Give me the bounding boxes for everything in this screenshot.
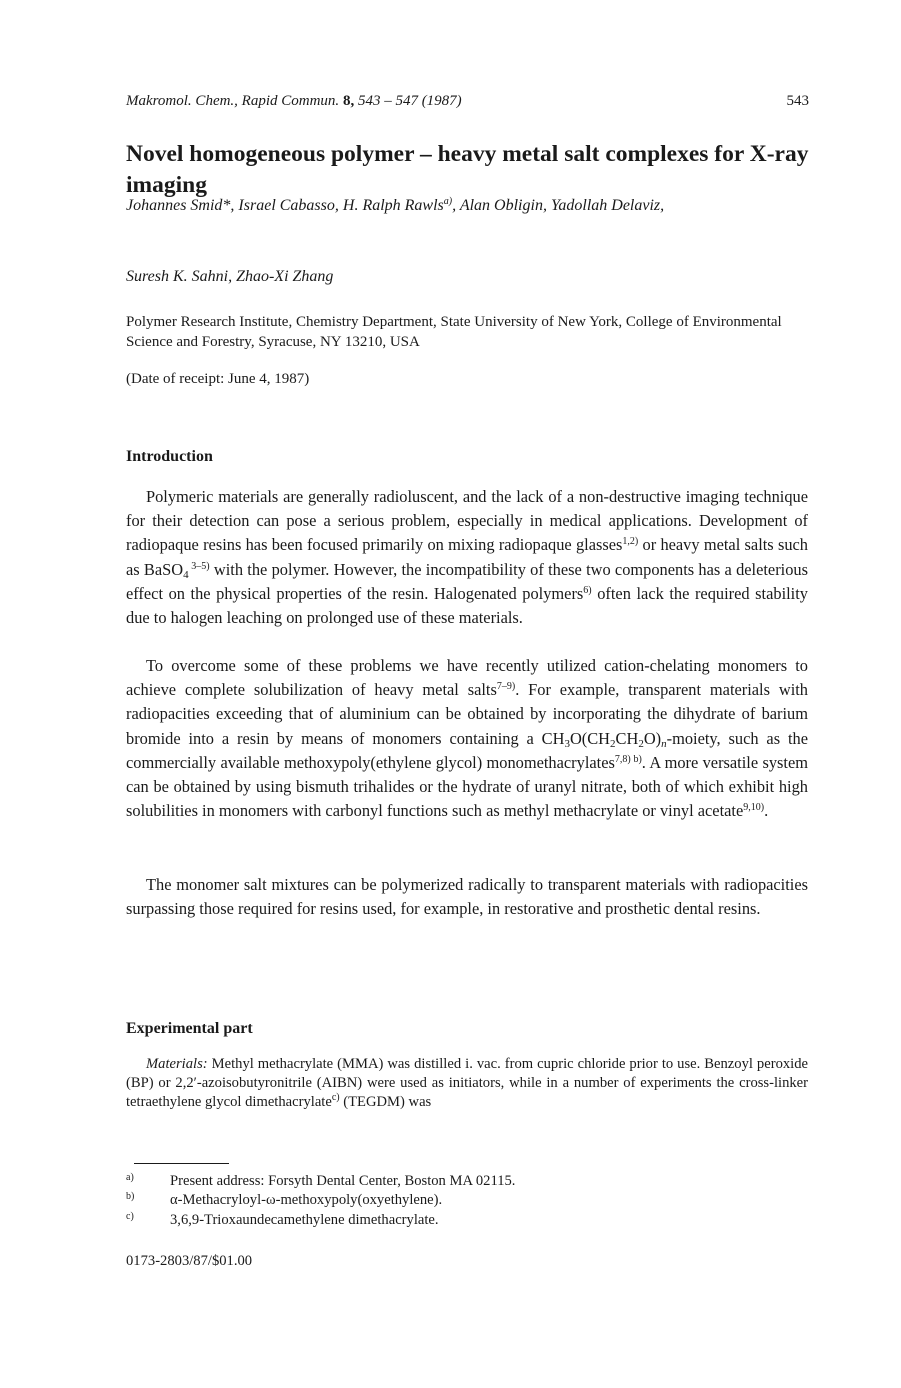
citation: 9,10): [743, 802, 765, 814]
authors-line-2: Suresh K. Sahni, Zhao-Xi Zhang: [126, 268, 334, 285]
issn-code: 0173-2803/87/$01.00: [126, 1253, 253, 1269]
text: .: [764, 801, 769, 821]
citation: 6): [583, 584, 592, 596]
running-head: [126, 93, 809, 110]
text: CH: [615, 728, 639, 748]
intro-paragraph-1: [126, 485, 808, 630]
intro-paragraph-2: [126, 654, 808, 823]
subscript: n: [661, 737, 667, 750]
authors-text: Johannes Smid*, Israel Cabasso, H. Ralph Rawls: [126, 197, 444, 214]
text: often lack the required stability due to halogen leaching on prolonged use of these materials.: [126, 583, 808, 628]
run-in-heading: Materials:: [146, 1056, 208, 1072]
footnote: [126, 1211, 439, 1229]
footnote-mark: c): [126, 1211, 134, 1222]
text: (TEGDM) was: [339, 1094, 432, 1110]
text: Methyl methacrylate (MMA) was distilled i. vac. from cupric chloride prior to use. Benzoyl peroxide (BP) or 2,2′-azoisobutyronitrile (AIBN) were used as initiators, while in a number of experiments the cross-linker tetraethylene glycol dimethacrylate: [126, 1056, 808, 1110]
text: O): [643, 728, 662, 748]
journal-volume: 8,: [342, 93, 355, 109]
citation: 3–5): [188, 560, 210, 572]
text: . For example, transparent materials with radiopacities exceeding that of aluminium can be obtained by incorporating the dihydrate of barium bromide into a resin by means of monomers containing a CH: [126, 680, 808, 748]
text: Polymeric materials are generally radioluscent, and the lack of a non-destructive imaging technique for their detection can pose a serious problem, especially in medical applications. Development of radiopaque resins has been focused primarily on mixing radiopaque glasses: [126, 487, 808, 555]
journal-pages: 543 – 547 (1987): [357, 93, 462, 109]
intro-paragraph-3: The monomer salt mixtures can be polymerized radically to transparent materials with radiopacities surpassing those required for resins used, for example, in restorative and prosthetic dental resins.: [126, 875, 808, 919]
article-title: Novel homogeneous polymer – heavy metal salt complexes for X-ray imaging: [126, 141, 809, 198]
materials-paragraph: [126, 1055, 808, 1112]
text: O(CH: [569, 728, 611, 748]
footnote-text: α-Methacryloyl-ω-methoxypoly(oxyethylene).: [170, 1192, 443, 1208]
citation: 7,8) b): [614, 753, 642, 765]
subscript: 2: [610, 737, 616, 750]
footnote-mark: a): [126, 1172, 134, 1183]
introduction-heading: Introduction: [126, 448, 213, 465]
footnote: [126, 1191, 442, 1209]
footnote-divider: [134, 1163, 229, 1164]
footnote-mark: b): [126, 1191, 135, 1202]
author-footnote-mark: a): [443, 196, 453, 207]
journal-name: Makromol. Chem., Rapid Commun.: [126, 93, 340, 109]
page-number: 543: [786, 93, 809, 109]
citation: 7–9): [496, 681, 516, 693]
text: with the polymer. However, the incompatibility of these two components has a deleterious effect on the physical properties of the resin. Halogenated polymers: [126, 559, 808, 603]
experimental-heading: Experimental part: [126, 1020, 253, 1037]
subscript: 4: [183, 568, 189, 581]
date-of-receipt: (Date of receipt: June 4, 1987): [126, 371, 310, 387]
authors-text: , Alan Obligin, Yadollah Delaviz,: [452, 197, 665, 214]
citation: 1,2): [622, 536, 639, 548]
subscript: 3: [564, 737, 570, 750]
text: To overcome some of these problems we have recently utilized cation-chelating monomers to achieve complete solubilization of heavy metal salts: [126, 656, 808, 700]
footnote-text: Present address: Forsyth Dental Center, Boston MA 02115.: [170, 1173, 516, 1189]
citation: c): [331, 1092, 340, 1103]
text: . A more versatile system can be obtained by using bismuth trihalides or the hydrate of uranyl nitrate, both of which exhibit high solubilities in monomers with carbonyl functions such as methyl methacrylate or vinyl acetate: [126, 752, 808, 821]
footnote: [126, 1172, 515, 1190]
authors-line-1: [126, 197, 826, 215]
footnote-text: 3,6,9-Trioxaundecamethylene dimethacrylate.: [170, 1212, 439, 1228]
text: -moiety, such as the commercially available methoxypoly(ethylene glycol) monomethacrylates: [126, 728, 808, 772]
text: or heavy metal salts such as BaSO: [126, 535, 808, 579]
subscript: 2: [638, 737, 644, 750]
affiliation: Polymer Research Institute, Chemistry Department, State University of New York, College of Environmental Science and Forestry, Syracuse, NY 13210, USA: [126, 314, 782, 350]
